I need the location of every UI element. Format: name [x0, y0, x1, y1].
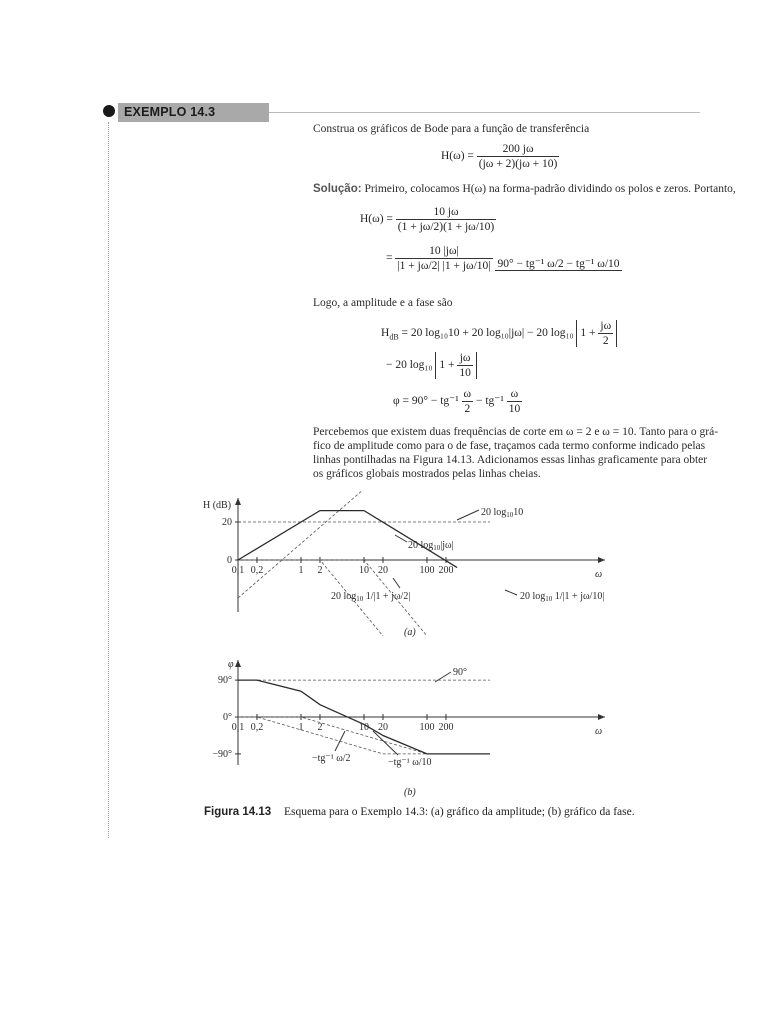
- annot-20log10-jw: 20 $\log_{10}|j\omega|$: [408, 540, 454, 552]
- eq1-lhs: H(ω) =: [441, 150, 474, 163]
- x-tick-label: 100: [419, 722, 435, 733]
- pointer-arrow: [505, 590, 517, 595]
- annot-20log10-pole10: 20 $\log_{10} 1/|1 + j\omega/10|$: [520, 591, 605, 603]
- eq4-fraction: [598, 320, 613, 347]
- y-tick-label: 20: [222, 517, 232, 528]
- figure-caption-label: Figura 14.13: [204, 806, 272, 818]
- y-tick-label: 90°: [218, 675, 232, 687]
- eq4-h: H: [381, 327, 390, 340]
- eq6-mid: − tg⁻¹: [476, 395, 504, 408]
- y-tick-label: −90°: [212, 748, 232, 760]
- eq2-numerator: 10 jω: [396, 206, 496, 220]
- eq4-fnum: jω: [600, 320, 612, 332]
- eq3-denominator: |1 + jω/2| |1 + jω/10|: [397, 260, 491, 272]
- x-tick-label: 0,1: [231, 722, 245, 733]
- eq3-numerator: 10 |jω|: [395, 245, 492, 259]
- eq4-fden: 2: [602, 335, 609, 347]
- para-line-4: os gráficos globais mostrados pelas linhas cheias.: [313, 468, 541, 480]
- pointer-arrow: [335, 731, 345, 751]
- eq5-pre: − 20 log₁₀: [386, 359, 433, 372]
- x-tick-label: 2: [317, 722, 323, 733]
- y-axis-arrow: [235, 498, 241, 505]
- eq2-fraction: [396, 206, 496, 233]
- phase-xlabel: ω: [595, 726, 603, 737]
- y-axis-arrow: [235, 660, 241, 667]
- x-tick-label: 0,2: [250, 565, 264, 576]
- eq6-f1num: ω: [463, 388, 472, 400]
- eq1-fraction: [477, 143, 560, 170]
- eq4-body: = 20 log₁₀10 + 20 log₁₀|jω| − 20 log₁₀: [398, 327, 574, 340]
- eq2-lhs: H(ω) =: [360, 213, 393, 226]
- equation-2: [360, 206, 496, 233]
- eq5-fden: 10: [459, 367, 471, 379]
- x-axis-arrow: [598, 714, 605, 720]
- equation-6: [393, 388, 522, 415]
- eq2-denominator: (1 + jω/2)(1 + jω/10): [397, 221, 495, 233]
- amplitude-xlabel: ω: [595, 569, 603, 580]
- x-tick-label: 10: [359, 722, 369, 733]
- pointer-arrow: [393, 578, 400, 588]
- eq3-angle: 90° − tg⁻¹ ω/2 − tg⁻¹ ω/10: [497, 258, 620, 270]
- eq1-denominator: (jω + 2)(jω + 10): [478, 158, 558, 170]
- x-tick-label: 0,1: [231, 565, 245, 576]
- equation-5: [386, 352, 477, 379]
- section-bullet: [103, 105, 115, 117]
- x-tick-label: 1: [298, 722, 304, 733]
- figure-caption: [204, 806, 635, 818]
- solution-text: Primeiro, colocamos H(ω) na forma-padrão dividindo os polos e zeros. Portanto,: [364, 183, 736, 195]
- x-tick-label: 200: [438, 722, 454, 733]
- para-line-1: Percebemos que existem duas frequências de corte em ω = 2 e ω = 10. Tanto para o grá-: [313, 426, 719, 438]
- para-line-3: linhas pontilhadas na Figura 14.13. Adicionamos essas linhas graficamente para obter: [313, 454, 708, 466]
- equation-4: [381, 320, 617, 347]
- amplitude-ylabel: H (dB): [203, 500, 232, 511]
- solution-paragraph: [313, 182, 736, 196]
- x-axis-arrow: [598, 557, 605, 563]
- logo-line: Logo, a amplitude e a fase são: [313, 297, 453, 309]
- x-tick-label: 20: [377, 722, 388, 733]
- x-tick-label: 10: [359, 565, 369, 576]
- eq1-numerator: 200 jω: [477, 143, 560, 157]
- phase-chart: [195, 655, 615, 800]
- eq6-f2num: ω: [507, 388, 523, 402]
- header-rule: [269, 112, 700, 113]
- eq4-sub: dB: [389, 332, 399, 342]
- eq6-fraction-2: [507, 388, 523, 415]
- x-tick-label: 100: [419, 565, 435, 576]
- phase-ylabel: φ: [228, 659, 234, 670]
- annot-atan-w2: −tg⁻¹ ω/2: [312, 753, 351, 764]
- solution-label: Solução:: [313, 183, 362, 195]
- eq5-fraction: [457, 352, 473, 379]
- annot-90deg: 90°: [453, 667, 467, 678]
- eq5-fnum: jω: [457, 352, 473, 366]
- phase-subtitle: (b): [404, 787, 416, 798]
- example-title: EXEMPLO 14.3: [124, 105, 216, 119]
- y-tick-label: 0°: [223, 712, 232, 723]
- pointer-arrow: [457, 510, 479, 520]
- eq4-abs-pre: 1 +: [580, 327, 596, 340]
- equation-1: [441, 143, 559, 170]
- y-tick-label: 0: [227, 555, 232, 566]
- x-tick-label: 1: [298, 565, 304, 576]
- eq6-fraction-1: [462, 388, 474, 415]
- intro-text: Construa os gráficos de Bode para a função de transferência: [313, 123, 590, 135]
- eq3-equals: =: [386, 252, 393, 265]
- annot-20log10-10: 20 $\log_{10}10$: [481, 507, 524, 519]
- annot-atan-w10: −tg⁻¹ ω/10: [388, 757, 432, 768]
- figure-caption-text: Esquema para o Exemplo 14.3: (a) gráfico da amplitude; (b) gráfico da fase.: [284, 806, 635, 818]
- eq6-f1den: 2: [464, 403, 471, 415]
- eq6-f2den: 10: [508, 403, 521, 415]
- amplitude-chart: [195, 490, 615, 640]
- x-tick-label: 0,2: [250, 722, 264, 733]
- amplitude-subtitle: (a): [404, 627, 416, 638]
- margin-rule: [108, 122, 109, 838]
- eq5-abs: [435, 352, 477, 379]
- annot-20log10-pole2: 20 $\log_{10} 1/|1 + j\omega/2|$: [331, 591, 411, 603]
- equation-3: [386, 245, 622, 272]
- asymptote-line: [238, 490, 383, 598]
- eq4-abs: [576, 320, 617, 347]
- x-tick-label: 200: [438, 565, 454, 576]
- eq6-pre: φ = 90° − tg⁻¹: [393, 395, 459, 408]
- x-tick-label: 2: [317, 565, 323, 576]
- pointer-arrow: [373, 731, 398, 755]
- x-tick-label: 20: [377, 565, 388, 576]
- eq5-abs-pre: 1 +: [439, 359, 455, 372]
- para-line-2: fico de amplitude como para o de fase, traçamos cada termo conforme indicado pelas: [313, 440, 706, 452]
- eq3-fraction: [395, 245, 492, 272]
